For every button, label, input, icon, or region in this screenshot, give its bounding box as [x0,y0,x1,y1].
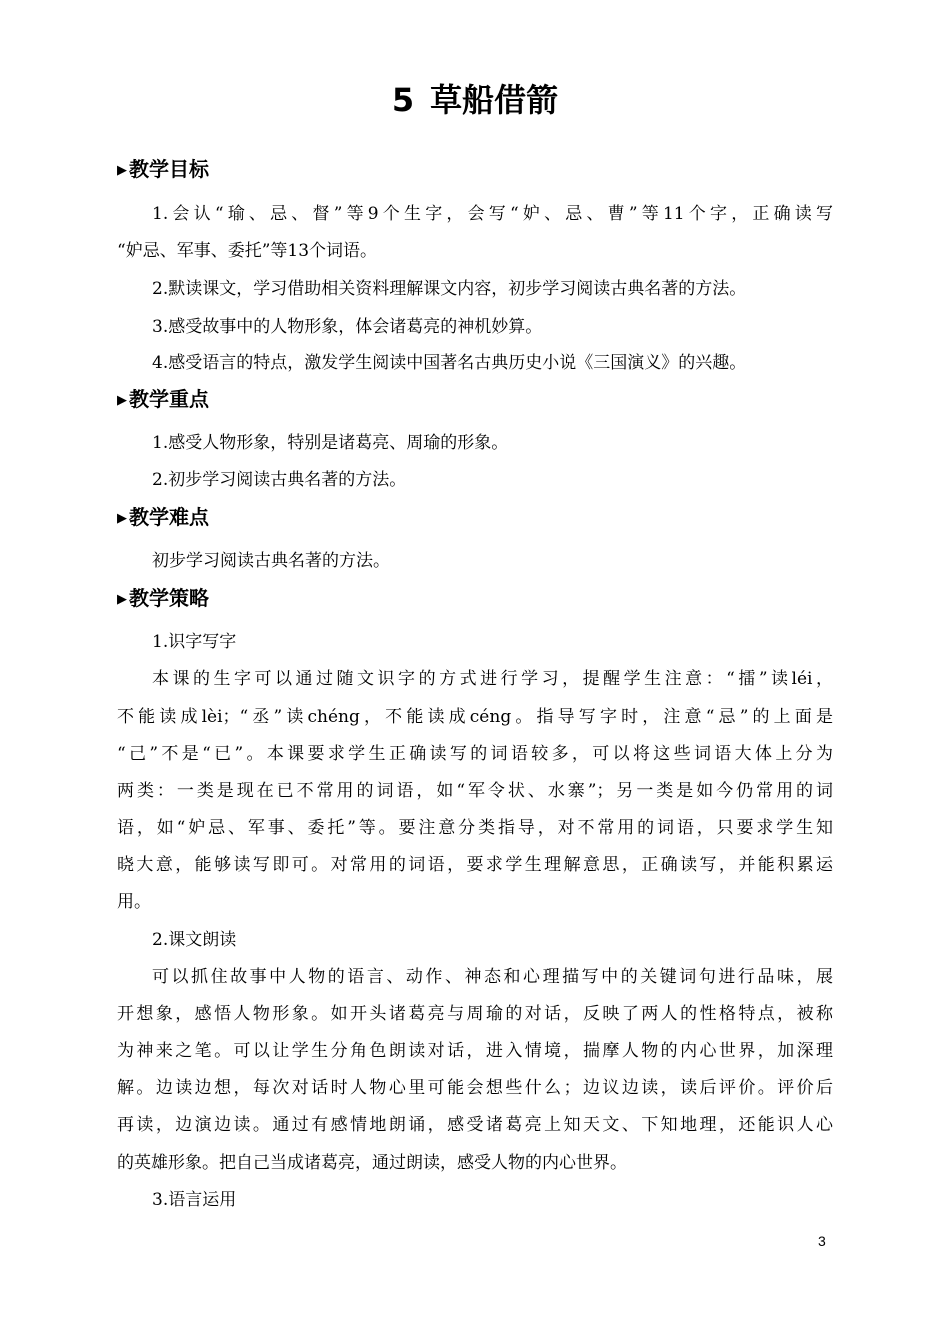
lesson-title-text: 草船借箭 [430,81,559,119]
triangle-bullet-icon: ▶ [117,393,127,408]
strategy-subheading-2: 2.课文朗读 [152,930,237,950]
triangle-bullet-icon: ▶ [117,592,127,607]
strategy-subheading-1: 1.识字写字 [152,632,237,652]
strategy-subheading-3: 3.语言运用 [152,1190,237,1210]
goal-line-4: 4.感受语言的特点，激发学生阅读中国著名古典历史小说《三国演义》的兴趣。 [152,353,747,373]
paragraph-2-line-e: 再读，边演边读。通过有感情地朗诵，感受诸葛亮上知天文、下知地理，还能识人心 [117,1115,833,1135]
paragraph-1-line-e: 语，如“妒忌、军事、委托”等。要注意分类指导，对不常用的词语，只要求学生知 [117,818,833,838]
paragraph-2-line-f: 的英雄形象。把自己当成诸葛亮，通过朗读，感受人物的内心世界。 [117,1153,627,1173]
paragraph-1-line-g: 用。 [117,892,151,912]
paragraph-2-line-d: 解。边读边想，每次对话时人物心里可能会想些什么；边议边读，读后评价。评价后 [117,1078,833,1098]
key-point-line-1: 1.感受人物形象，特别是诸葛亮、周瑜的形象。 [152,433,509,453]
paragraph-2-line-c: 为神来之笔。可以让学生分角色朗读对话，进入情境，揣摩人物的内心世界，加深理 [117,1041,833,1061]
goal-line-3: 3.感受故事中的人物形象，体会诸葛亮的神机妙算。 [152,317,543,337]
paragraph-1-line-f: 晓大意，能够读写即可。对常用的词语，要求学生理解意思，正确读写，并能积累运 [117,855,833,875]
triangle-bullet-icon: ▶ [117,163,127,178]
paragraph-1-line-c: “己”不是“已”。本课要求学生正确读写的词语较多，可以将这些词语大体上分为 [117,744,833,764]
goal-line-1a: 1.会认“瑜、忌、督”等9个生字，会写“妒、忌、曹”等11个字，正确读写 [152,204,833,224]
key-point-line-2: 2.初步学习阅读古典名著的方法。 [152,470,407,490]
section-heading-key-points: ▶ 教学重点 [117,384,209,416]
paragraph-2-line-b: 开想象，感悟人物形象。如开头诸葛亮与周瑜的对话，反映了两人的性格特点，被称 [117,1004,833,1024]
lesson-title [0,78,950,122]
section-heading-difficulties: ▶ 教学难点 [117,502,209,534]
paragraph-1-line-a: 本课的生字可以通过随文识字的方式进行学习，提醒学生注意：“擂”读léi， [152,669,833,689]
paragraph-2-line-a: 可以抓住故事中人物的语言、动作、神态和心理描写中的关键词句进行品味，展 [152,967,833,987]
difficulty-line-1: 初步学习阅读古典名著的方法。 [152,551,390,571]
paragraph-1-line-d: 两类：一类是现在已不常用的词语，如“军令状、水寨”；另一类是如今仍常用的词 [117,781,833,801]
paragraph-1-line-b: 不能读成lèi；“丞”读chéng，不能读成céng。指导写字时，注意“忌”的上面是 [117,707,833,727]
triangle-bullet-icon: ▶ [117,511,127,526]
goal-line-1b: “妒忌、军事、委托”等13个词语。 [117,241,378,261]
goal-line-2: 2.默读课文，学习借助相关资料理解课文内容，初步学习阅读古典名著的方法。 [152,279,747,299]
section-heading-goals: ▶ 教学目标 [117,154,209,186]
page-number: 3 [818,1233,826,1249]
section-heading-strategies: ▶ 教学策略 [117,583,209,615]
lesson-number: 5 [391,81,415,119]
